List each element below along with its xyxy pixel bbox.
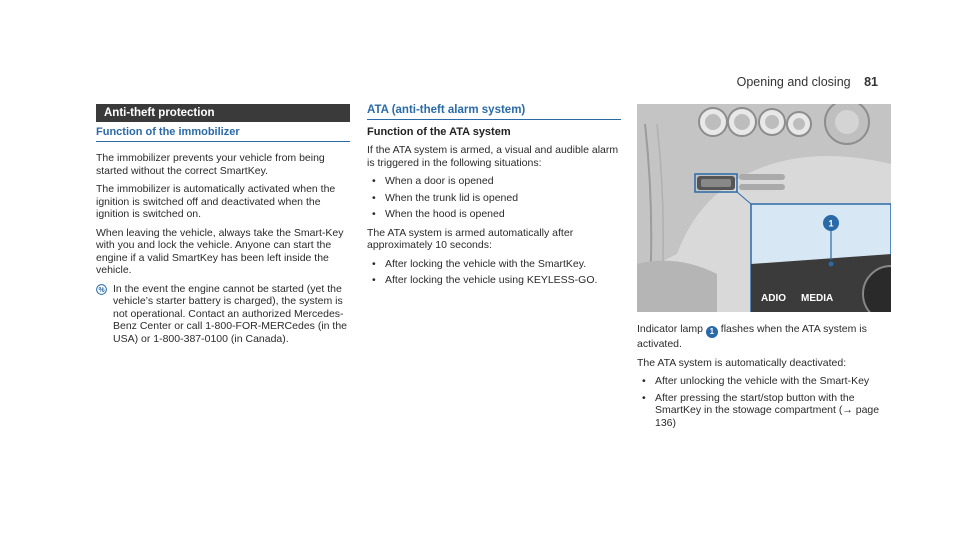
- section-title-anti-theft: Anti-theft protection: [96, 104, 350, 122]
- section-title-ata: ATA (anti-theft alarm system): [367, 104, 621, 120]
- paragraph-ata-2: The ATA system is armed automatically after approximately 10 seconds:: [367, 226, 574, 251]
- list-deactivation: [637, 375, 891, 429]
- paragraph-immobilizer-3: When leaving the vehicle, always take the Smart-Key with you and lock the vehicle. Anyone can start the engine if a valid SmartKey has been left inside the vehicle.: [96, 226, 344, 276]
- subheading-immobilizer: Function of the immobilizer: [96, 126, 350, 142]
- info-icon: [96, 284, 107, 295]
- list-item: • When the hood is opened: [367, 208, 621, 221]
- header-section: Opening and closing: [736, 75, 851, 89]
- callout-number: 1: [828, 218, 834, 229]
- indicator-callout: 1: [706, 326, 718, 338]
- list-item: • After pressing the start/stop button with the SmartKey in the stowage compartment (→ page 136): [637, 392, 891, 430]
- page-number: 81: [864, 75, 878, 89]
- photo-label-audio: ADIO: [761, 293, 786, 304]
- indicator-prefix: Indicator lamp: [637, 323, 703, 335]
- paragraph-ata-1: If the ATA system is armed, a visual and audible alarm is triggered in the following situations:: [367, 144, 619, 169]
- list-item: • After unlocking the vehicle with the Smart-Key: [637, 375, 891, 388]
- indicator-suffix: flashes when the ATA system is activated.: [637, 323, 867, 350]
- photo-label-media: MEDIA: [801, 293, 834, 304]
- dashboard-illustration: [637, 104, 891, 312]
- list-item: • When a door is opened: [367, 175, 621, 188]
- paragraph-immobilizer-2: The immobilizer is automatically activated when the ignition is switched off and deactivated when the ignition is switched on.: [96, 183, 336, 220]
- list-arming: [367, 258, 621, 287]
- paragraph-indicator: [637, 323, 891, 351]
- paragraph-immobilizer-1: The immobilizer prevents your vehicle from being started without the correct SmartKey.: [96, 152, 325, 177]
- page-header: [737, 75, 878, 89]
- list-alarm-triggers: [367, 175, 621, 221]
- list-item: • When the trunk lid is opened: [367, 192, 621, 205]
- paragraph-deactivation: The ATA system is automatically deactivated:: [637, 356, 847, 369]
- dashboard-photo: [637, 104, 891, 312]
- list-item: • After locking the vehicle using KEYLESS-GO.: [367, 274, 621, 287]
- subheading-ata: Function of the ATA system: [367, 126, 511, 138]
- note-block: [96, 283, 350, 346]
- note-text: In the event the engine cannot be started (yet the vehicle’s starter battery is charged), the system is not operational. Contact an authorized Mercedes-Benz Center or call 1-800-FOR-MERCedes (in the USA) or 1-800-387-0100 (in Canada).: [113, 282, 348, 345]
- list-item: • After locking the vehicle with the SmartKey.: [367, 258, 621, 271]
- svg-text:%: %: [98, 286, 105, 294]
